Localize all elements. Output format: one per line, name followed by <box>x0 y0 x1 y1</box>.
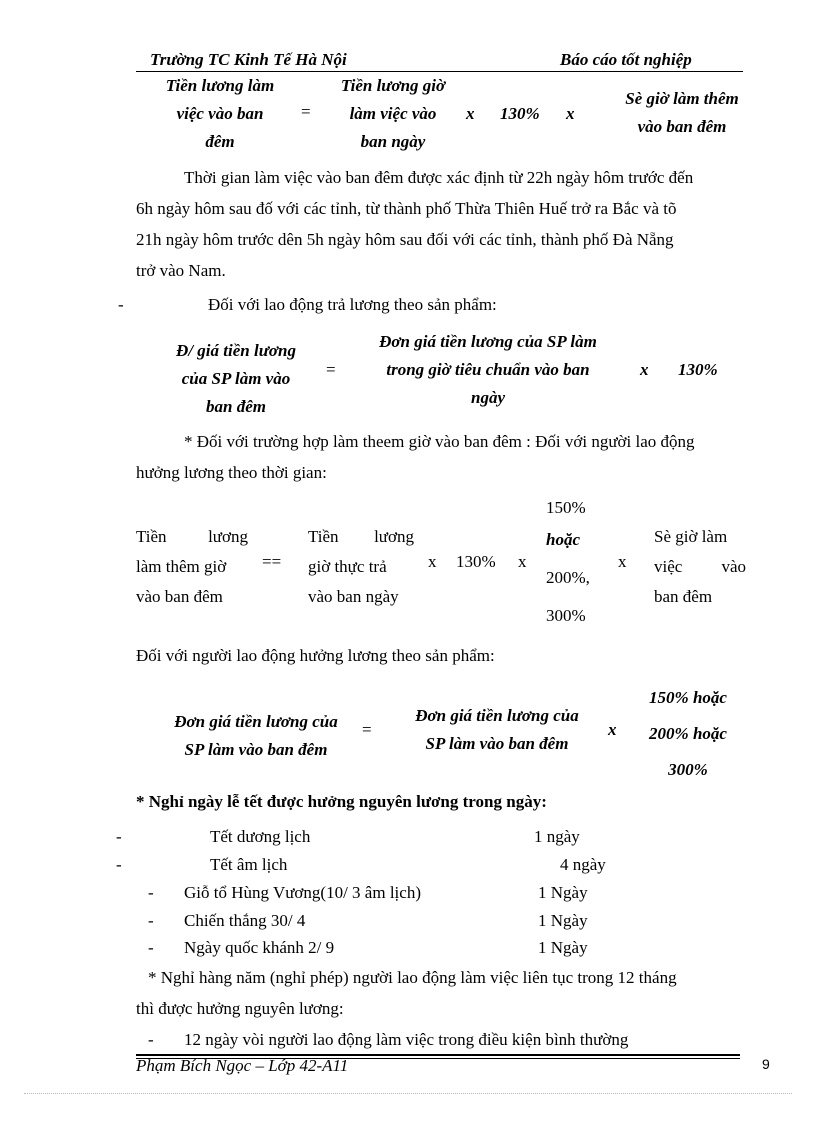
holiday-name: Tết dương lịch <box>210 827 311 846</box>
formula3-mid: Tiền lương giờ thực trả vào ban ngày <box>308 527 414 606</box>
bullet-dash: - <box>118 295 124 314</box>
holiday-days: 1 Ngày <box>538 938 588 957</box>
formula1-times-2: x <box>566 104 575 123</box>
formula3-option-200: 200%, <box>546 568 590 587</box>
holiday-dash: - <box>148 911 154 930</box>
formula3-percent: 130% <box>456 552 496 571</box>
header-report: Báo cáo tốt nghiệp <box>560 50 692 69</box>
formula2-right: Đơn giá tiền lương của SP làm trong giờ tiêu chuẩn vào ban ngày <box>379 332 597 407</box>
formula2-times: x <box>640 360 649 379</box>
formula3-times-2: x <box>518 552 527 571</box>
footer-author: Phạm Bích Ngọc – Lớp 42-A11 <box>136 1056 349 1075</box>
holiday-name: Chiến thắng 30/ 4 <box>184 911 306 930</box>
holiday-name: Tết âm lịch <box>210 855 288 874</box>
formula4-options: 150% hoặc 200% hoặc 300% <box>649 688 727 779</box>
holiday-heading: * Nghỉ ngày lễ tết được hưởng nguyên lương trong ngày: <box>136 792 547 811</box>
header-school: Trường TC Kinh Tế Hà Nội <box>150 50 347 69</box>
formula1-equals: = <box>301 102 311 121</box>
formula3-times-1: x <box>428 552 437 571</box>
holiday-name: Giỗ tổ Hùng Vương(10/ 3 âm lịch) <box>184 883 421 902</box>
bullet-product-wage: Đối với lao động trả lương theo sản phẩm: <box>208 295 497 314</box>
paragraph-product-workers: Đối với người lao động hưởng lương theo sản phẩm: <box>136 646 495 665</box>
formula4-equals: = <box>362 720 372 739</box>
formula3-times-3: x <box>618 552 627 571</box>
holiday-days: 1 Ngày <box>538 883 588 902</box>
formula1-times-1: x <box>466 104 475 123</box>
formula3-right: Sè giờ làm việc vào ban đêm <box>654 527 746 606</box>
bullet-annual-days: 12 ngày vòi người lao động làm việc trong điều kiện bình thường <box>184 1030 629 1049</box>
formula2-left: Đ/ giá tiền lương của SP làm vào ban đêm <box>176 341 296 416</box>
formula1-base: Tiền lương giờ làm việc vào ban ngày <box>340 76 446 151</box>
paragraph-overtime-night: * Đối với trường hợp làm theem giờ vào ban đêm : Đối với người lao động hưởng lương theo thời gian: <box>136 432 695 482</box>
page-number: 9 <box>762 1056 770 1072</box>
formula1-percent: 130% <box>500 104 540 123</box>
formula3-option-or: hoặc <box>546 530 580 549</box>
formula1-left: Tiền lương làm việc vào ban đêm <box>165 76 275 151</box>
formula2-percent: 130% <box>678 360 718 379</box>
bullet-last-dash: - <box>148 1030 154 1049</box>
formula4-left: Đơn giá tiền lương của SP làm vào ban đêm <box>174 712 338 759</box>
holiday-dash: - <box>116 827 122 846</box>
paragraph-night-time: Thời gian làm việc vào ban đêm được xác định từ 22h ngày hôm trước đến 6h ngày hôm sau đố với các tỉnh, từ thành phố Thừa Thiên Huế trở ra Bắc và tõ 21h ngày hôm trước dên 5h ngày hôm sau đối với các tỉnh, thành phố Đà Nẵng trở vào Nam. <box>136 168 694 280</box>
formula3-option-150: 150% <box>546 498 586 517</box>
formula4-times: x <box>608 720 617 739</box>
paragraph-annual-leave: * Nghỉ hàng năm (nghỉ phép) người lao động làm việc liên tục trong 12 tháng thì được hưởng nguyên lương: <box>136 968 677 1018</box>
formula3-option-300: 300% <box>546 606 586 625</box>
holiday-days: 1 Ngày <box>538 911 588 930</box>
holiday-dash: - <box>148 938 154 957</box>
formula3-equals: == <box>262 552 282 571</box>
formula2-equals: = <box>326 360 336 379</box>
holiday-name: Ngày quốc khánh 2/ 9 <box>184 938 335 957</box>
holiday-days: 4 ngày <box>560 855 606 874</box>
holiday-days: 1 ngày <box>534 827 580 846</box>
page-boundary <box>24 1093 792 1094</box>
holiday-dash: - <box>148 883 154 902</box>
formula3-left: Tiền lương làm thêm giờ vào ban đêm <box>136 527 248 606</box>
formula4-mid: Đơn giá tiền lương của SP làm vào ban đêm <box>415 706 579 753</box>
holiday-dash: - <box>116 855 122 874</box>
formula1-hours: Sè giờ làm thêm vào ban đêm <box>625 89 739 136</box>
